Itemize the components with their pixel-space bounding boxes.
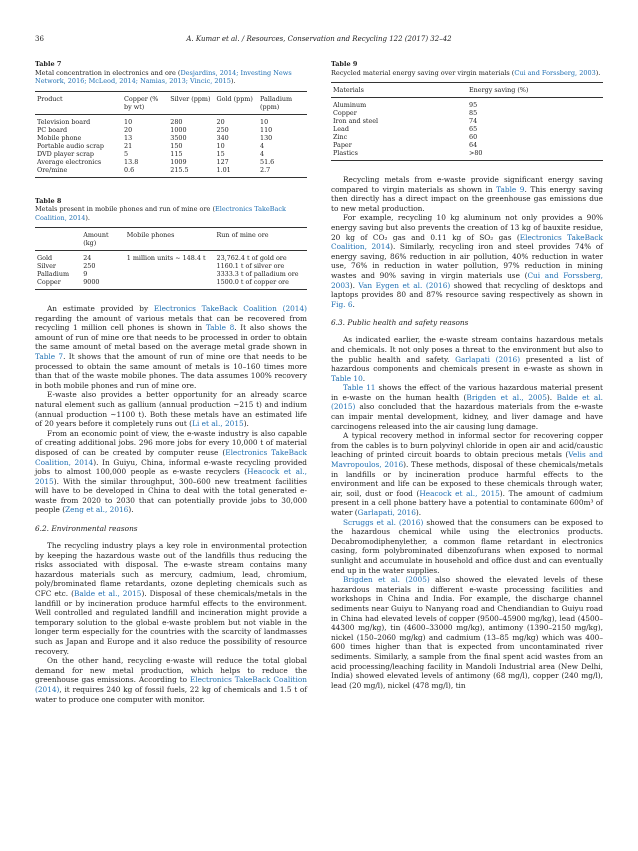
citation-link[interactable]: Table 9 bbox=[496, 184, 525, 194]
text-run: . bbox=[352, 299, 355, 309]
table-row bbox=[331, 109, 603, 117]
column-header: Palladium (ppm) bbox=[258, 91, 307, 114]
table-cell: 1500.0 t of copper ore bbox=[215, 278, 308, 290]
left-body-text bbox=[35, 304, 307, 704]
table-cell: Gold bbox=[37, 254, 53, 262]
page-number: 36 bbox=[35, 35, 44, 43]
table-8-grid bbox=[35, 227, 307, 290]
table-cell: 85 bbox=[469, 109, 478, 117]
citation-link[interactable]: Electronics TakeBack Coalition, 2014 bbox=[35, 205, 286, 222]
citation-link[interactable]: Cui and Forssberg, 2003 bbox=[331, 270, 603, 290]
text-run: As indicated earlier, the e-waste stream contains hazardous metals and chemicals. It not only poses a threat to the environment but also to the public health and safety. bbox=[331, 335, 603, 364]
table-cell: 1009 bbox=[170, 157, 187, 166]
left-column bbox=[35, 60, 307, 704]
table-cell: DVD player scrap bbox=[37, 149, 95, 158]
text-run: Recycling metals from e-waste provide significant energy saving compared to virgin materials as shown in bbox=[331, 175, 603, 194]
citation-link[interactable]: Brigden et al., 2005 bbox=[466, 392, 547, 402]
citation-link[interactable]: Electronics TakeBack Coalition, 2014 bbox=[331, 232, 603, 252]
citation-link[interactable]: Li et al., 2015 bbox=[192, 419, 244, 429]
table-cell: Television board bbox=[37, 117, 91, 126]
table-cell: 340 bbox=[216, 133, 229, 142]
table-cell: Copper bbox=[35, 278, 81, 290]
table-cell: Zinc bbox=[333, 133, 348, 141]
citation-link[interactable]: Heacock et al., 2015 bbox=[419, 488, 500, 498]
citation-link[interactable]: Balde et al., 2015 bbox=[73, 589, 142, 599]
text-run: ). With the similar throughput, 300–600 new treatment facilities will have to be developed in China to deal with the total generated e-waste from 2020 to 2030 that can potentially provide jobs to 30,000 people ( bbox=[35, 476, 307, 515]
section-heading-6-3: 6.3. Public health and safety reasons bbox=[331, 318, 469, 328]
table-cell: 10 bbox=[124, 117, 133, 126]
text-run: also showed the elevated levels of these hazardous materials in different e-waste processing facilities and workshops in China and India. For example, the discharge channel sediments near Guiyu to Nanyang road and Chendiandian to Guiyu road in China had elevated levels of copper (9500–45900 mg/kg), lead (4500–44300 mg/kg), tin (4600–33000 mg/kg), antimony (1390–2150 mg/kg), nickel (150–2060 mg/kg) and cadmium (13–85 mg/kg) which was 400–600 times higher than that is expected from uncontaminated river sediments. Similarly, a sample from the final spent acid wastes from an acid processing/leaching facility in Mandoli Industrial area (New Delhi, India) showed elevated levels of antimony (68 mg/l), copper (240 mg/l), lead (20 mg/l), nickel (478 mg/l), tin bbox=[331, 575, 603, 690]
text-run: shows the effect of the various hazardous material present in e-waste on the human health ( bbox=[331, 383, 603, 402]
column-header: Mobile phones bbox=[125, 228, 215, 251]
table-cell bbox=[125, 262, 215, 270]
table-cell: 280 bbox=[170, 117, 183, 126]
paragraph bbox=[35, 429, 307, 515]
table-cell: Ore/mine bbox=[35, 166, 122, 178]
column-header: Amount (kg) bbox=[81, 228, 125, 251]
text-run: regarding the amount of various metals that can be recovered from recycling 1 million cell phones is shown in bbox=[35, 313, 307, 333]
table-cell: 115 bbox=[170, 149, 183, 158]
section-heading-6-2: 6.2. Environmental reasons bbox=[35, 524, 138, 534]
citation-link[interactable]: Garlapati, 2016 bbox=[357, 508, 416, 517]
table-row bbox=[331, 149, 603, 161]
text-run: showed that recycling of desktops and laptops provides 80 and 87% resource saving respectively as shown in bbox=[331, 280, 603, 300]
column-header: Energy saving (%) bbox=[467, 83, 603, 98]
table-cell: 215.5 bbox=[168, 166, 214, 178]
text-run: E-waste also provides a better opportunity for an already scarce natural element such as gallium (annual production ~215 t) and indium (annual production ~1100 t). Both these metals have an estimated life of 20 years before it completely runs out ( bbox=[35, 390, 307, 429]
paragraph bbox=[331, 335, 603, 383]
table-row bbox=[331, 125, 603, 133]
table-cell: Mobile phone bbox=[37, 133, 82, 142]
right-body-text bbox=[331, 175, 603, 690]
table-cell: Lead bbox=[333, 125, 349, 133]
column-header: Copper (% by wt) bbox=[122, 91, 168, 114]
text-run: On the other hand, recycling e-waste will reduce the total global demand for new metal production, which helps to reduce the greenhouse gas emissions. According to bbox=[35, 656, 307, 685]
table-row bbox=[35, 134, 307, 142]
table-cell: 95 bbox=[469, 101, 478, 109]
table-9-caption: Table 9 Recycled material energy saving over virgin materials (Cui and Forssberg, 2003). bbox=[331, 60, 603, 77]
table-cell: Aluminum bbox=[333, 101, 367, 109]
column-header bbox=[35, 228, 81, 251]
paragraph bbox=[331, 213, 603, 309]
text-run: . This energy saving then directly has a direct impact on the greenhouse gas emissions due to new metal production. bbox=[331, 184, 603, 213]
table-cell: 64 bbox=[469, 141, 478, 149]
table-row bbox=[331, 98, 603, 110]
paragraph bbox=[331, 518, 603, 576]
table-cell: 10 bbox=[216, 141, 225, 150]
table-cell: 110 bbox=[260, 125, 273, 134]
table-row bbox=[35, 278, 307, 290]
text-run: ). Similarly, recycling iron and steel provides 74% of energy saving, 86% reduction in air pollution, 40% reduction in water use, 76% in reduction in water pollution, 97% reduction in mining wastes and 90% saving in virgin materials use ( bbox=[331, 242, 603, 280]
citation-link[interactable]: Table 8 bbox=[205, 323, 235, 333]
table-cell: 250 bbox=[83, 262, 96, 270]
text-run: ). Disposal of these chemicals/metals in the landfill or by incineration produce harmful effects to the environment. Well controlled and regulated landfill and incineration might provide a temporary solution to the global e-waste problem but not viable in the longer term especially for the countries with the scarcity of landmasses such as Japan and Europe and it also reduce the possibility of resource recovery. bbox=[35, 589, 307, 656]
paragraph bbox=[331, 431, 603, 517]
citation-link[interactable]: Table 10 bbox=[331, 373, 363, 383]
table-row bbox=[331, 141, 603, 149]
text-run: showed that the consumers can be exposed to the hazardous chemical while using the electronics products. Decabromodiphenylether, a common flame retardant in electronics casing, form polybrominated dibenzofurans when exposed to normal sunlight and accumulate in household and office dust and can eventually end up in the water supplies. bbox=[331, 517, 603, 575]
table-cell: Copper bbox=[333, 109, 357, 117]
column-header: Gold (ppm) bbox=[215, 91, 259, 114]
table-cell: 4 bbox=[260, 141, 265, 150]
text-run: , it requires 240 kg of fossil fuels, 22 kg of chemicals and 1.5 t of water to produce one computer with monitor. bbox=[35, 684, 307, 704]
table-cell: Palladium bbox=[37, 270, 70, 278]
citation-link[interactable]: Zeng et al., 2016 bbox=[65, 505, 129, 515]
table-cell: 20 bbox=[124, 125, 133, 134]
citation-link[interactable]: Velis and Mavropoulos, 2016 bbox=[331, 450, 603, 470]
table-row bbox=[331, 133, 603, 141]
citation-link[interactable]: Garlapati (2016) bbox=[455, 354, 521, 364]
citation-link[interactable]: Electronics TakeBack Coalition, 2014 bbox=[35, 447, 307, 467]
text-run: ). bbox=[128, 505, 134, 515]
text-run: also concluded that the hazardous materials from the e-waste can impair mental development, kidney, and liver damage and have carcinogens released into the air causing lung damage. bbox=[331, 402, 603, 431]
text-run: ). These methods, disposal of these chemicals/metals in landfills or by incineration produce harmful effects to the environment and life can be exposed to these chemicals through water, air, soil, dust or food ( bbox=[331, 460, 603, 498]
table-8-label: Table 8 bbox=[35, 196, 62, 205]
table-cell: 21 bbox=[124, 141, 133, 150]
text-run: ). bbox=[349, 280, 359, 290]
citation-link[interactable]: Brigden et al. (2005) bbox=[343, 575, 430, 585]
table-cell: 9 bbox=[83, 270, 88, 278]
paragraph bbox=[331, 175, 603, 213]
table-cell: 0.6 bbox=[122, 166, 168, 178]
table-7-grid bbox=[35, 91, 307, 178]
table-cell: 60 bbox=[469, 133, 478, 141]
table-8 bbox=[35, 197, 307, 291]
table-9 bbox=[331, 60, 603, 161]
table-row bbox=[35, 126, 307, 134]
text-run: ). bbox=[243, 419, 249, 429]
column-header: Product bbox=[35, 91, 122, 114]
table-row bbox=[35, 251, 307, 263]
table-cell: 51.6 bbox=[260, 157, 275, 166]
text-run: presented a list of hazardous components and chemicals present in e-waste as shown in bbox=[331, 354, 603, 374]
paragraph bbox=[35, 541, 307, 656]
table-cell: 74 bbox=[469, 117, 478, 125]
citation-link[interactable]: Balde et al. (2015) bbox=[331, 392, 603, 412]
paragraph bbox=[35, 304, 307, 390]
citation-link[interactable]: Fig. 6 bbox=[331, 299, 353, 309]
paragraph bbox=[331, 383, 603, 431]
column-header: Run of mine ore bbox=[215, 228, 308, 251]
citation-link[interactable]: Electronics TakeBack Coalition (2014) bbox=[35, 675, 308, 694]
table-row bbox=[35, 150, 307, 158]
citation-link[interactable]: Scruggs et al. (2016) bbox=[343, 517, 424, 527]
running-header bbox=[35, 35, 603, 47]
table-row bbox=[35, 270, 307, 278]
table-8-caption: Table 8 Metals present in mobile phones and run of mine ore (Electronics TakeBack Coalition, 2014). bbox=[35, 197, 307, 223]
table-cell: 13.8 bbox=[124, 157, 139, 166]
table-cell: 13 bbox=[124, 133, 133, 142]
text-run: For example, recycling 10 kg aluminum not only provides a 90% energy saving but also prevents the creation of 13 kg of bauxite residue, 20 kg of CO₂ gas and 0.11 kg of SO₂ gas ( bbox=[331, 213, 603, 242]
table-cell: PC board bbox=[37, 125, 68, 134]
table-cell: Portable audio scrap bbox=[37, 141, 105, 150]
column-header: Materials bbox=[331, 83, 467, 98]
right-column bbox=[331, 60, 603, 690]
table-7 bbox=[35, 60, 307, 178]
table-cell: 4 bbox=[260, 149, 265, 158]
table-row bbox=[35, 262, 307, 270]
citation-link[interactable]: Desjardins, 2014; Investing News Network, 2016; McLeod, 2014; Namias, 2013; Vincic, 2015 bbox=[35, 68, 292, 85]
table-cell: Silver bbox=[37, 262, 56, 270]
table-7-label: Table 7 bbox=[35, 60, 62, 68]
table-cell: 3500 bbox=[170, 133, 187, 142]
table-cell: 5 bbox=[124, 149, 129, 158]
table-cell: 20 bbox=[216, 117, 225, 126]
table-cell: >80 bbox=[467, 149, 603, 161]
table-cell: 9000 bbox=[81, 278, 125, 290]
table-cell: 1 million units ~ 148.4 t bbox=[126, 254, 206, 262]
table-row bbox=[35, 114, 307, 126]
citation-link[interactable]: Table 7 bbox=[35, 351, 64, 361]
table-cell: 23,762.4 t of gold ore bbox=[216, 254, 287, 262]
text-run: . It also shows the amount of run of mine ore that needs to be processed in order to obtain the same amount of metal based on the average metal grade shown in bbox=[35, 323, 307, 352]
table-cell: 1000 bbox=[170, 125, 187, 134]
table-9-grid bbox=[331, 82, 603, 161]
table-cell: Paper bbox=[333, 141, 352, 149]
table-cell: 24 bbox=[83, 254, 92, 262]
paragraph bbox=[331, 575, 603, 690]
text-run: ). bbox=[546, 392, 557, 402]
table-cell: 130 bbox=[260, 133, 273, 142]
text-run: A typical recovery method in informal sector for recovering copper from the cables is to burn polyvinyl chloride in open air and acid/caustic leaching of printed circuit boards to obtain precious metals ( bbox=[331, 431, 603, 460]
table-cell bbox=[125, 278, 215, 290]
table-cell: Average electronics bbox=[37, 157, 102, 166]
text-run: From an economic point of view, the e-waste industry is also capable of creating additional jobs. 296 more jobs for every 10,000 t of material disposed of can be created by computer reuse ( bbox=[35, 428, 307, 457]
paragraph bbox=[35, 390, 307, 428]
table-cell: 250 bbox=[216, 125, 229, 134]
citation-link[interactable]: Van Eygen et al. (2016) bbox=[358, 280, 451, 290]
table-cell: Iron and steel bbox=[333, 117, 379, 125]
citation-link[interactable]: Electronics TakeBack Coalition (2014) bbox=[153, 304, 308, 313]
text-run: The recycling industry plays a key role in environmental protection by keeping the hazardous waste out of the landfills thus reducing the risks associated with disposal. The e-waste stream contains many hazardous materials such as mercury, cadmium, lead, chromium, poly/brominated flame retardants, ozone depleting chemicals such as CFC etc. ( bbox=[35, 541, 307, 599]
table-cell: 3333.3 t of palladium ore bbox=[216, 270, 299, 278]
table-cell: 15 bbox=[216, 149, 225, 158]
paragraph bbox=[35, 656, 307, 704]
table-7-caption: Table 7 Metal concentration in electronics and ore (Desjardins, 2014; Investing News Network, 2016; McLeod, 2014; Namias, 2013; Vincic, 2015). bbox=[35, 60, 307, 86]
citation-link[interactable]: Heacock et al., 2015 bbox=[35, 467, 307, 486]
table-cell: Plastics bbox=[331, 149, 467, 161]
table-cell: 65 bbox=[469, 125, 478, 133]
table-cell: 150 bbox=[170, 141, 183, 150]
text-run: . bbox=[362, 373, 366, 383]
table-cell: 127 bbox=[216, 157, 229, 166]
table-9-label: Table 9 bbox=[331, 60, 358, 68]
text-run: An estimate provided by bbox=[47, 304, 154, 313]
table-row bbox=[331, 117, 603, 125]
table-cell: 10 bbox=[260, 117, 269, 126]
table-cell: 1160.1 t of silver ore bbox=[216, 262, 285, 270]
text-run: ). bbox=[415, 508, 422, 517]
table-row bbox=[35, 166, 307, 178]
table-row bbox=[35, 142, 307, 150]
text-run: . It shows that the amount of run of mine ore that needs to be processed to obtain the same amount of metals is 10–160 times more than that of the waste mobile phones. The data assumes 100% recovery in both mobile phones and run of mine ore. bbox=[35, 351, 308, 390]
column-header: Silver (ppm) bbox=[168, 91, 214, 114]
text-run: ). In Guiyu, China, informal e-waste recycling provided jobs to almost 100,000 people as e-waste recyclers ( bbox=[35, 457, 307, 477]
table-cell: 2.7 bbox=[258, 166, 307, 178]
citation-link[interactable]: Table 11 bbox=[343, 383, 376, 393]
citation-link[interactable]: Cui and Forssberg, 2003 bbox=[514, 68, 596, 77]
running-title: A. Kumar et al. / Resources, Conservation and Recycling 122 (2017) 32–42 bbox=[186, 35, 452, 43]
text-run: ). The amount of cadmium present in a cell phone battery have a potential to contaminate 600m³ of water ( bbox=[331, 488, 603, 517]
table-cell bbox=[125, 270, 215, 278]
table-cell: 1.01 bbox=[215, 166, 259, 178]
table-row bbox=[35, 158, 307, 166]
